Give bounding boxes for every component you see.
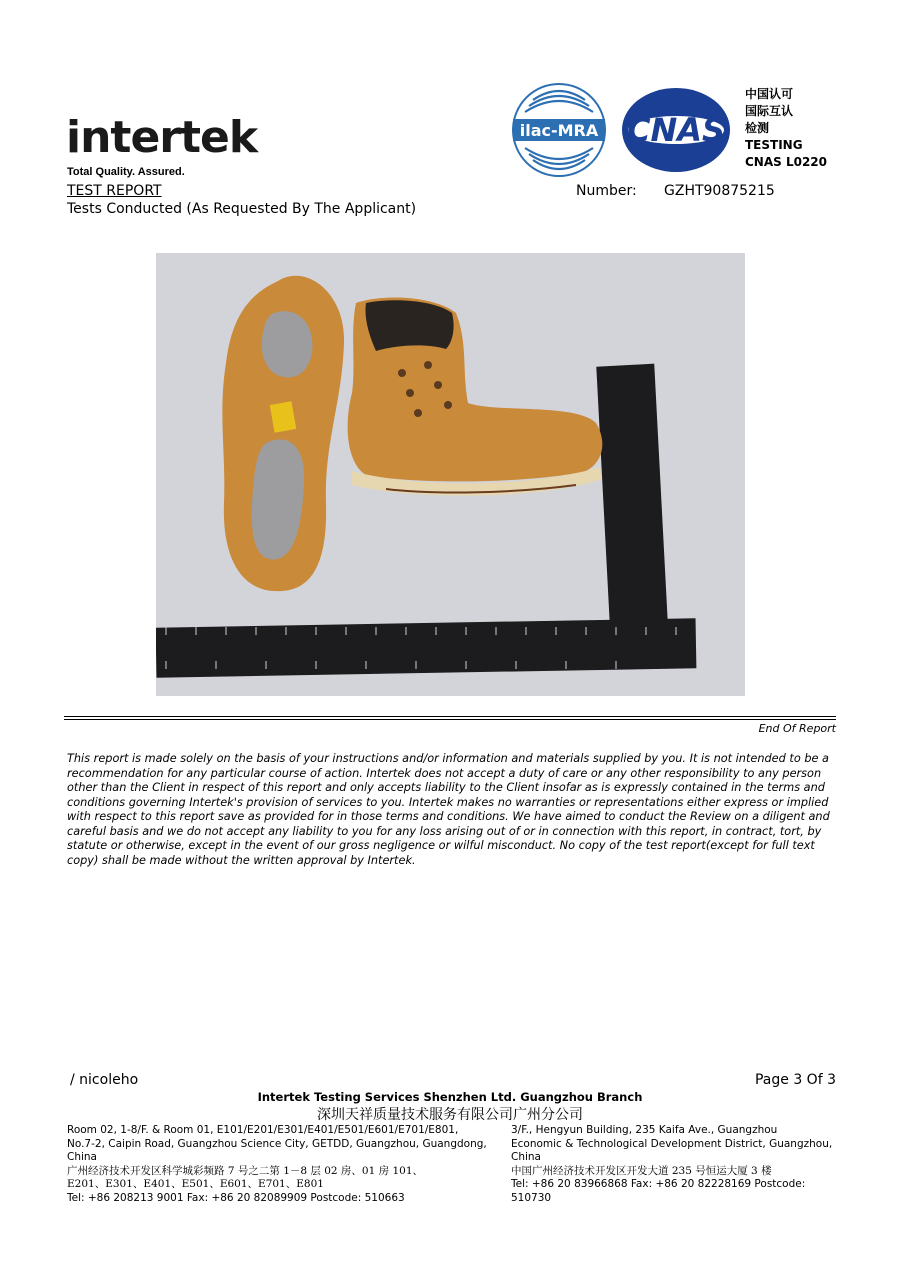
cnas-line: 检测 <box>745 121 770 135</box>
divider-line <box>64 719 836 720</box>
address-left <box>67 1124 507 1206</box>
logo-tagline: Total Quality. Assured. <box>67 166 185 178</box>
cnas-line: 国际互认 <box>745 104 794 118</box>
address-line: 3/F., Hengyun Building, 235 Kaifa Ave., Guangzhou <box>511 1124 778 1136</box>
address-line: China <box>511 1151 541 1164</box>
report-number: GZHT90875215 <box>664 183 775 199</box>
report-number-label: Number: <box>576 183 637 199</box>
report-subtitle: Tests Conducted (As Requested By The Applicant) <box>67 201 417 217</box>
ilac-text: ilac-MRA <box>519 121 599 140</box>
cnas-logo <box>620 86 732 174</box>
cnas-line: CNAS L0220 <box>745 155 828 169</box>
address-right <box>511 1124 841 1206</box>
page-number: Page 3 Of 3 <box>754 1072 836 1088</box>
report-title: TEST REPORT <box>67 183 162 199</box>
address-line: 广州经济技术开发区科学城彩频路 7 号之二第 1－8 层 02 房、01 房 101、 <box>67 1164 424 1177</box>
address-line: Room 02, 1-8/F. & Room 01, E101/E201/E301/E401/E501/E601/E701/E801, <box>67 1124 459 1136</box>
end-of-report: End Of Report <box>758 722 836 735</box>
address-line: 中国广州经济技术开发区开发大道 235 号恒运大厦 3 楼 <box>511 1164 772 1177</box>
ruler-horizontal <box>156 618 696 677</box>
cnas-accreditation-text <box>745 86 827 171</box>
address-line: No.7-2, Caipin Road, Guangzhou Science City, GETDD, Guangzhou, Guangdong, China <box>67 1137 487 1164</box>
address-line: Economic & Technological Development District, Guangzhou, <box>511 1137 833 1150</box>
address-line: Tel: +86 208213 9001 Fax: +86 20 82089909 Postcode: 510663 <box>67 1191 405 1204</box>
cnas-logo-text: CNAS <box>626 111 726 149</box>
cnas-line: 中国认可 <box>745 87 794 101</box>
signer: / nicoleho <box>70 1072 139 1088</box>
address-line: Tel: +86 20 83966868 Fax: +86 20 82228169 Postcode: 510730 <box>511 1178 806 1204</box>
divider-line <box>64 716 836 717</box>
sample-photo <box>156 253 745 696</box>
address-line: E201、E301、E401、E501、E601、E701、E801 <box>67 1178 324 1191</box>
disclaimer-text: This report is made solely on the basis of your instructions and/or information and materials supplied by you. It is not intended to be a recommendation for any particular course of action. Intertek does not accept a duty of care or any other responsibility to any person other than the Client in respect of this report and only accepts liability to the Client insofar as is expressly contained in the terms and conditions governing Intertek's provision of services to you. Intertek makes no warranties or representations either express or implied with respect to this report save as provided for in those terms and conditions. We have aimed to conduct the Review on a diligent and careful basis and we do not accept any liability to you for any loss arising out of or in connection with this report, in contract, tort, by statute or otherwise, except in the event of our gross negligence or wilful misconduct. No copy of the test report(except for full text copy) shall be made without the written approval by Intertek. <box>67 752 830 867</box>
company-name: Intertek Testing Services Shenzhen Ltd. Guangzhou Branch <box>257 1090 643 1104</box>
intertek-logo: intertek <box>66 112 258 163</box>
boot-photo-illustration <box>156 253 745 696</box>
cnas-line: TESTING <box>745 138 803 152</box>
company-name-cn: 深圳天祥质量技术服务有限公司广州分公司 <box>317 1107 583 1123</box>
ilac-mra-logo <box>511 82 607 178</box>
